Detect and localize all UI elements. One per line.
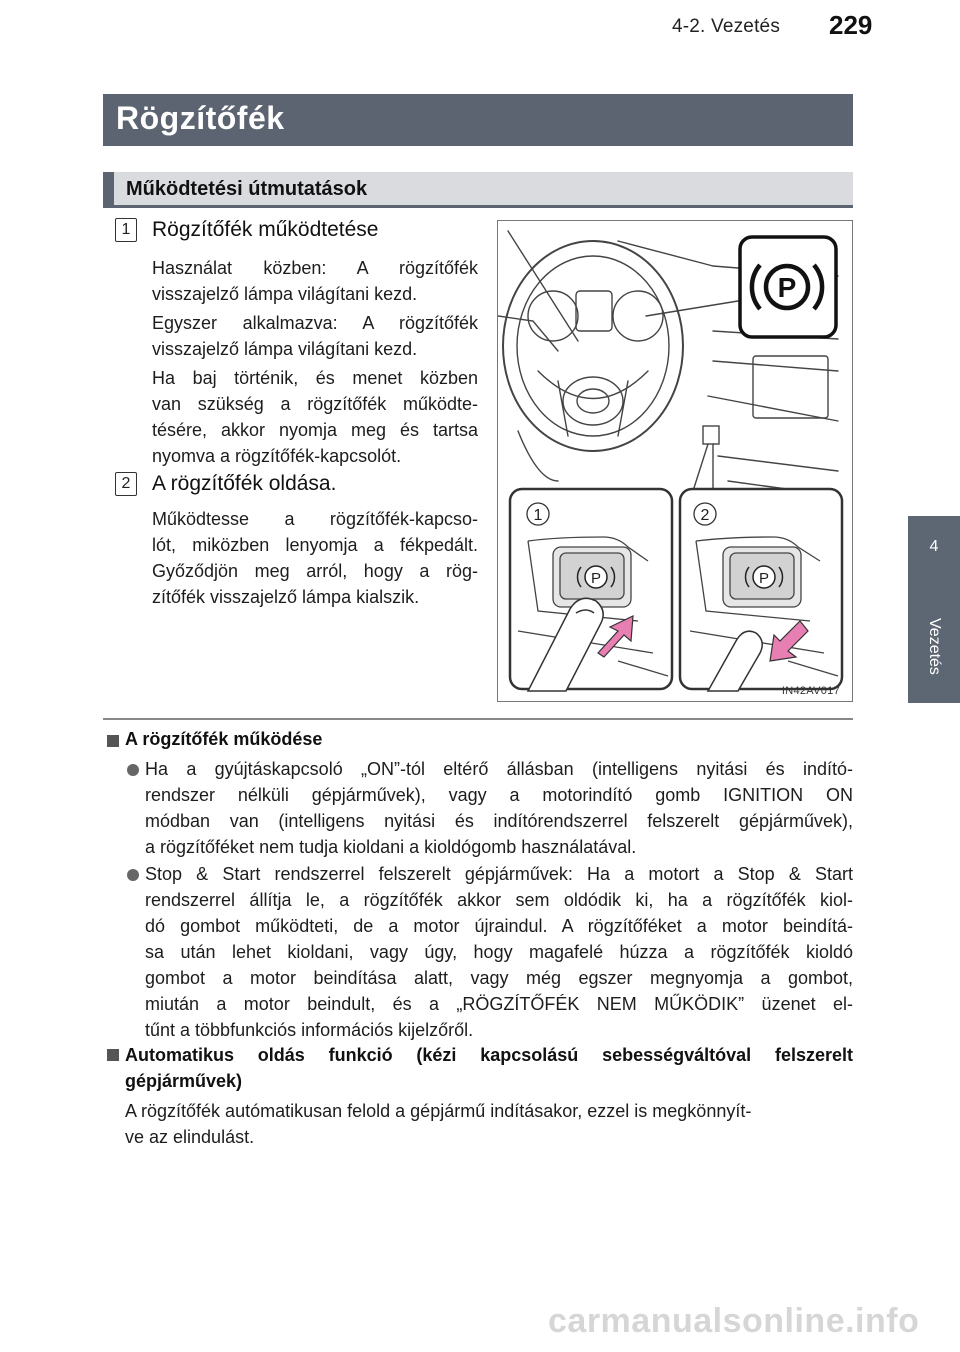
steering-wheel-icon [503, 241, 683, 481]
step-title-1: Rögzítőfék működtetése [152, 218, 379, 241]
step-2-paragraph-1: Működtesse a rögzítőfék-kapcso- lót, miközben lenyomja a fékpedált. Győződjön meg arról, hogy a rög- zítőfék visszajelző lámpa kialszik. [152, 509, 478, 607]
step-1-paragraph-2: Egyszer alkalmazva: A rögzítőfék visszajelző lámpa világítani kezd. [152, 313, 478, 359]
svg-text:P: P [777, 272, 797, 303]
subheading-bar [103, 172, 853, 208]
svg-text:P: P [590, 570, 602, 587]
watermark: carmanualsonline.info [548, 1302, 920, 1340]
bullet-dot [127, 764, 139, 776]
section-header: 4-2. Vezetés [672, 16, 781, 37]
bullet-dot [127, 869, 139, 881]
page-title-bar [103, 94, 853, 146]
bullet-paragraph-1: Ha a gyújtáskapcsoló „ON”-tól eltérő állásban (intelligens nyitási és indító- rendszer nélküli gépjárművek), vagy a motorindító gomb IGNITION ON módban van (intelligens nyitási és indítórendszerrel felszerelt gépjárművek), a rögzítőféket nem tudja kioldani a kioldógomb használatával. [145, 759, 853, 857]
chapter-number: 4 [929, 538, 939, 555]
svg-text:P: P [758, 570, 770, 587]
illustration-code: IN42AV017 [781, 685, 840, 697]
page-number: 229 [829, 10, 873, 40]
section-heading-auto-release: Automatikus oldás funkció (kézi kapcsolású sebességváltóval felszerelt gépjárművek) [125, 1045, 853, 1091]
step-number-1: 1 [115, 218, 137, 242]
parking-brake-indicator-icon [740, 237, 836, 337]
section-heading-operation: A rögzítőfék működése [125, 729, 323, 749]
section-divider [103, 718, 853, 720]
section-marker-square [107, 735, 119, 747]
section-marker-square [107, 1049, 119, 1061]
subheading: Működtetési útmutatások [126, 178, 368, 200]
auto-release-paragraph: A rögzítőfék autómatikusan felold a gépjármű indításakor, ezzel is megkönnyít- ve az elindulást. [125, 1101, 752, 1147]
svg-text:2: 2 [700, 507, 710, 524]
step-1-paragraph-3: Ha baj történik, és menet közben van szükség a rögzítőfék működte- tésére, akkor nyomja meg és tartsa nyomva a rögzítőfék-kapcsolót. [152, 368, 478, 466]
step-number-2: 2 [115, 472, 137, 496]
svg-text:1: 1 [533, 507, 543, 524]
page-title: Rögzítőfék [116, 100, 285, 136]
step-title-2: A rögzítőfék oldása. [152, 472, 337, 495]
chapter-tab[interactable] [908, 516, 960, 703]
step-1-paragraph-1: Használat közben: A rögzítőfék visszajelző lámpa világítani kezd. [152, 258, 478, 304]
chapter-label: Vezetés [926, 617, 943, 675]
parking-brake-illustration [497, 220, 853, 702]
bullet-paragraph-2: Stop & Start rendszerrel felszerelt gépjárművek: Ha a motort a Stop & Start rendszerrel állítja le, a rögzítőfék akkor sem oldódik ki, ha a rögzítőfék kiol- dó gombot működteti, de a motor újraindul. A rögzítőféket a motor beindítá- sa után lehet kioldani, vagy úgy, hogy magafelé húzza a rögzítőfék kioldó gombot a motor beindítása alatt, vagy még egszer megnyomja a gombot, miután a motor beindult, és a „RÖGZÍTŐFÉK NEM MŰKÖDIK” üzenet el- tűnt a többfunkciós információs kijelzőről. [145, 864, 853, 1040]
illustration-drawing [498, 221, 851, 700]
